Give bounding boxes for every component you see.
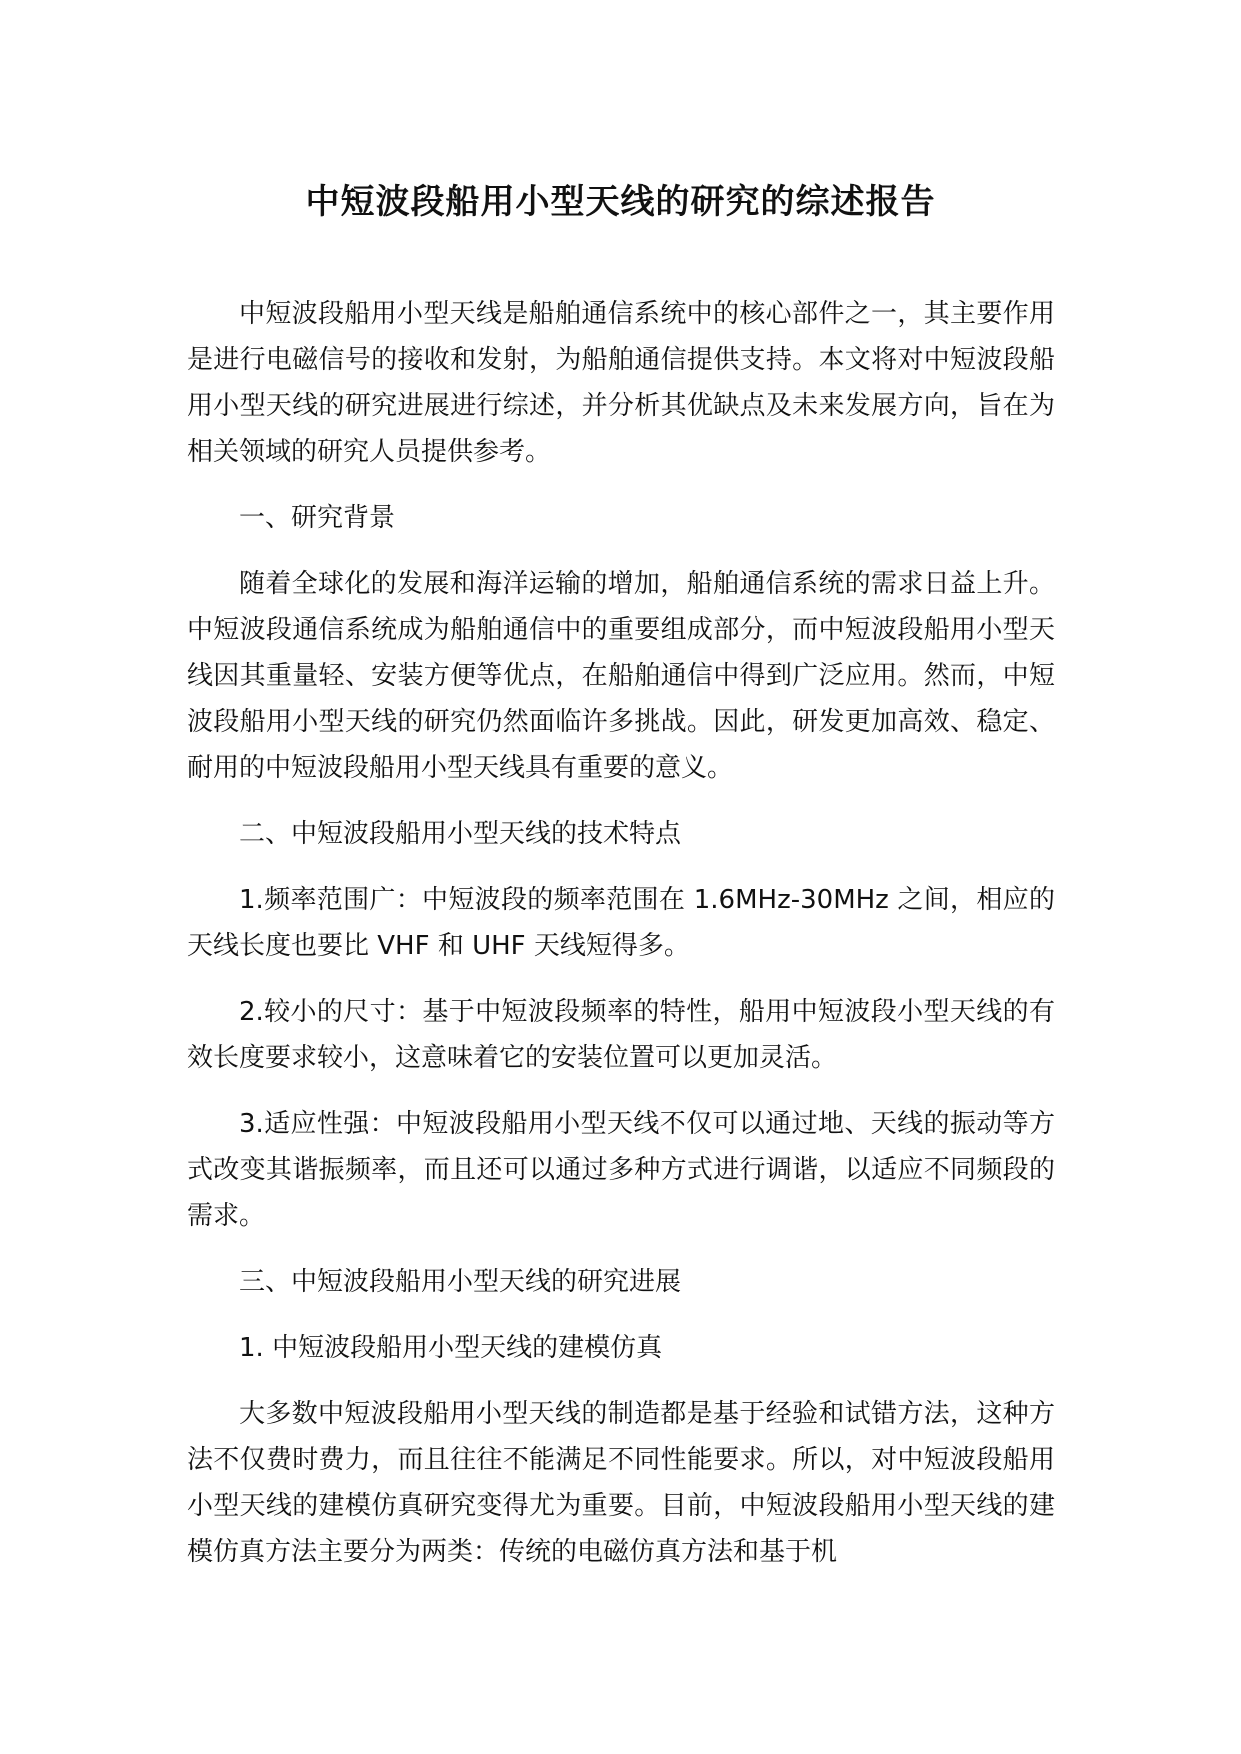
document-title: 中短波段船用小型天线的研究的综述报告 [305, 182, 936, 222]
paragraph: 中短波段船用小型天线是船舶通信系统中的核心部件之一，其主要作用是进行电磁信号的接收和发射，为船舶通信提供支持。本文将对中短波段船用小型天线的研究进展进行综述，并分析其优缺点及未来发展方向，旨在为相关领域的研究人员提供参考。 [187, 299, 1055, 467]
section-heading: 三、中短波段船用小型天线的研究进展 [239, 1267, 682, 1297]
list-item: 3.适应性强：中短波段船用小型天线不仅可以通过地、天线的振动等方式改变其谐振频率，而且还可以通过多种方式进行调谐，以适应不同频段的需求。 [187, 1109, 1055, 1231]
subsection-heading: 1. 中短波段船用小型天线的建模仿真 [239, 1333, 663, 1363]
list-item: 2.较小的尺寸：基于中短波段频率的特性，船用中短波段小型天线的有效长度要求较小，这意味着它的安装位置可以更加灵活。 [187, 997, 1055, 1073]
paragraph: 大多数中短波段船用小型天线的制造都是基于经验和试错方法，这种方法不仅费时费力，而且往往不能满足不同性能要求。所以，对中短波段船用小型天线的建模仿真研究变得尤为重要。目前，中短波段船用小型天线的建模仿真方法主要分为两类：传统的电磁仿真方法和基于机 [187, 1399, 1055, 1567]
document-body [187, 291, 1055, 1575]
list-item: 1.频率范围广：中短波段的频率范围在 1.6MHz-30MHz 之间，相应的天线长度也要比 VHF 和 UHF 天线短得多。 [187, 885, 1055, 961]
section-heading: 二、中短波段船用小型天线的技术特点 [239, 819, 682, 849]
section-heading: 一、研究背景 [239, 503, 396, 533]
paragraph: 随着全球化的发展和海洋运输的增加，船舶通信系统的需求日益上升。中短波段通信系统成为船舶通信中的重要组成部分，而中短波段船用小型天线因其重量轻、安装方便等优点，在船舶通信中得到广泛应用。然而，中短波段船用小型天线的研究仍然面临许多挑战。因此，研发更加高效、稳定、耐用的中短波段船用小型天线具有重要的意义。 [187, 569, 1055, 783]
